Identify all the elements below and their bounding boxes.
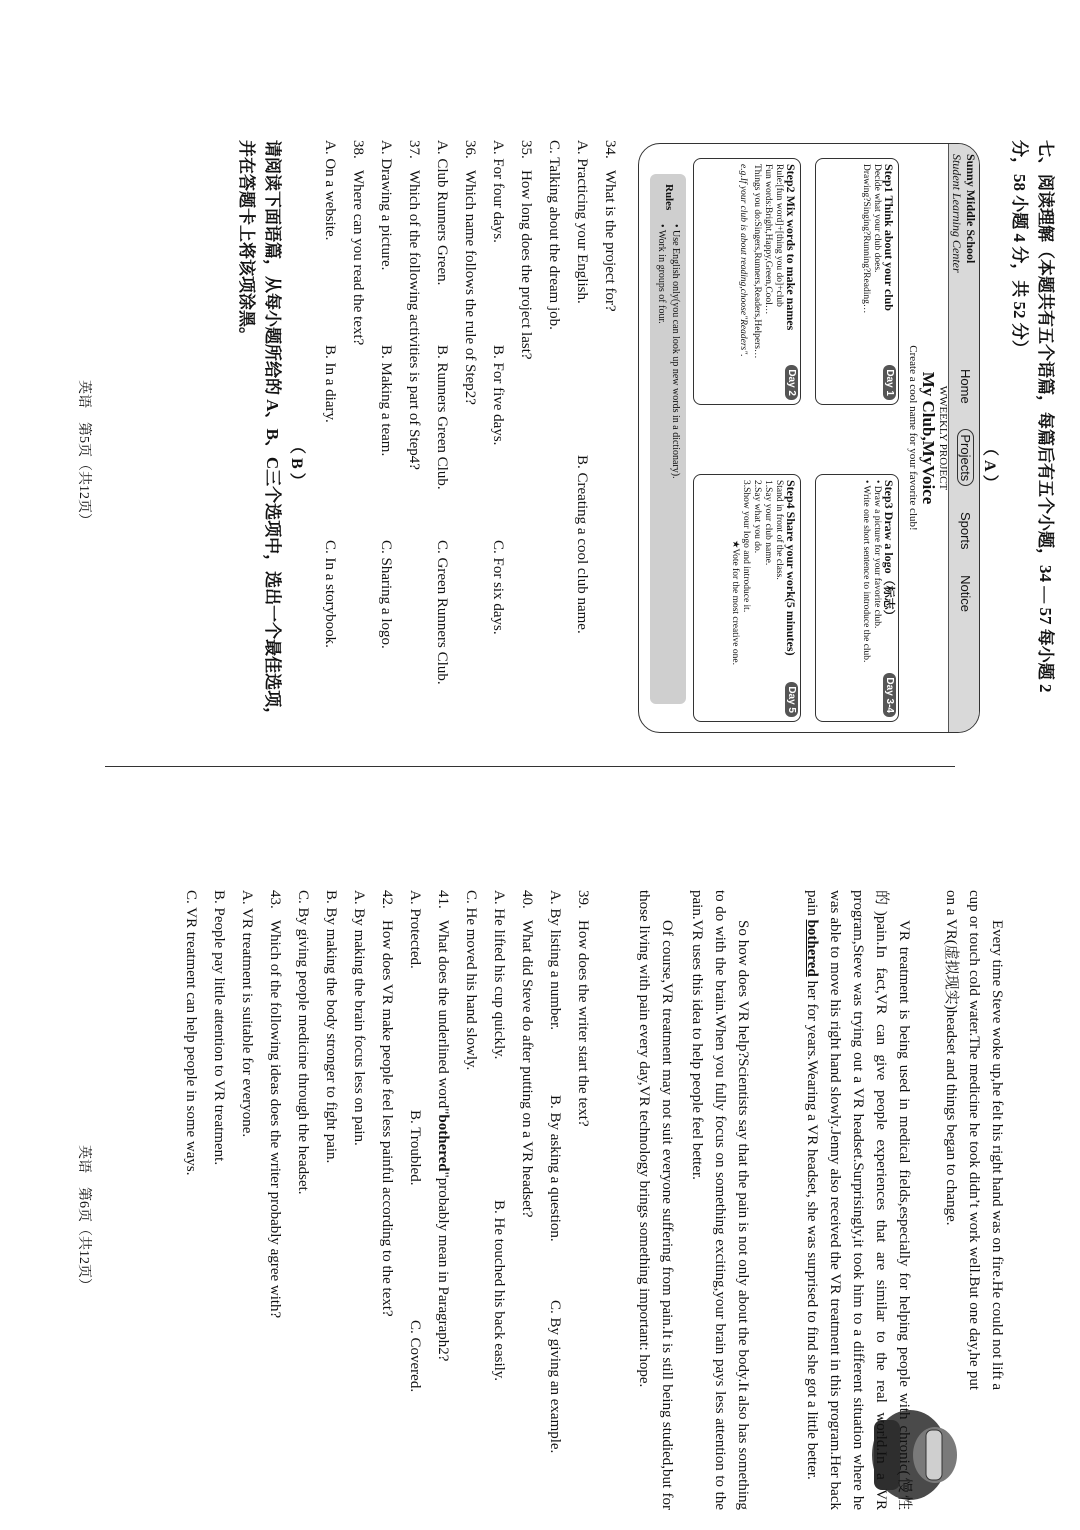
option[interactable]: A. VR treatment is suitable for everyone.	[239, 890, 255, 1138]
nav-home[interactable]: Home	[958, 369, 973, 404]
option[interactable]: A. Protected.	[407, 890, 423, 969]
step2-line: Rule:[fun word]+[thing you do]+club	[774, 164, 784, 307]
option[interactable]: B. In a diary.	[322, 345, 338, 423]
option[interactable]: A. Club Runners Green.	[434, 140, 450, 286]
rule-item: • Use English only(you can look up new words in a dictionary).	[670, 224, 681, 479]
step1-line: Drawing?Singing?Running?Reading…	[861, 164, 871, 314]
option[interactable]: C. By giving people medicine through the headset.	[295, 890, 311, 1195]
option[interactable]: B. Troubled.	[407, 1110, 423, 1186]
question: 34.What is the project for?	[602, 140, 618, 312]
question: 43.Which of the following ideas does the writer probably agree with?	[267, 890, 283, 1319]
page-6	[0, 765, 1080, 1530]
step1-card	[815, 158, 899, 405]
weekly-label: WWEEKLY PROJECT	[937, 385, 949, 491]
day-badge: Day 3-4	[883, 673, 896, 717]
option[interactable]: A. By listing a number.	[547, 890, 563, 1030]
part-b-label: （ B ）	[288, 438, 305, 489]
step3-card	[815, 474, 899, 722]
poster-title: My Club,MyVoice	[919, 371, 938, 505]
nav-sports[interactable]: Sports	[958, 511, 973, 550]
day-badge: Day 1	[883, 365, 896, 400]
question: 37.Which of the following activities is part of Step4?	[406, 140, 422, 470]
project-poster	[638, 143, 980, 733]
option[interactable]: C. Covered.	[407, 1320, 423, 1393]
step4-line: Stand in front of the class.	[774, 480, 784, 580]
option[interactable]: C. Talking about the dream job.	[546, 140, 562, 330]
question: 35.How long does the project last?	[518, 140, 534, 360]
step4-line: 1.Say your club name.	[763, 480, 773, 566]
nav-notice[interactable]: Notice	[958, 575, 973, 612]
step1-heading: Step1 Think about your club	[882, 164, 896, 311]
option[interactable]: A. He lifted his cup quickly.	[491, 890, 507, 1060]
passage-p3: So how does VR help?Scientists say that the pain is not only about the body.It also has something to do with the brain.When you fully focus on something exciting,your brain pays less attention to the pain.VR uses this idea to help people feel better.	[689, 890, 751, 1510]
option[interactable]: A. By making the brain focus less on pain.	[351, 890, 367, 1146]
step2-heading: Step2 Mix words to make names	[784, 164, 798, 331]
question: 40.What did Steve do after putting on a VR headset?	[519, 890, 535, 1218]
poster-nav	[958, 347, 973, 612]
option[interactable]: B. Making a team.	[378, 345, 394, 457]
step4-line: 3.Show your logo and introduce it.	[741, 480, 751, 613]
school-name: Sunny Middle School Student Learning Center	[950, 154, 978, 273]
poster-top-bar	[948, 144, 979, 732]
question: 38.Where can you read the text?	[350, 140, 366, 346]
day-badge: Day 2	[785, 365, 798, 400]
option[interactable]: C. Sharing a logo.	[378, 540, 394, 649]
option[interactable]: B. By making the body stronger to fight pain.	[323, 890, 339, 1164]
option[interactable]: A. Drawing a picture.	[378, 140, 394, 271]
step4-vote: ★Vote for the most creative one.	[730, 540, 740, 665]
step2-line: Things you do:Singers,Runners,Readers,Helpers…	[752, 164, 762, 359]
underlined-word: bothered	[804, 919, 820, 977]
question: 36.Which name follows the rule of Step2?	[462, 140, 478, 405]
option[interactable]: C. He moved his hand slowly.	[463, 890, 479, 1071]
option[interactable]: C. In a storybook.	[322, 540, 338, 648]
option[interactable]: A. For four days.	[490, 140, 506, 243]
step2-line: Fun words:Bright,Happy,Green,Cool…	[763, 164, 773, 315]
step4-card	[693, 474, 801, 722]
step4-heading: Step4 Share your work(5 minutes)	[784, 480, 798, 656]
option[interactable]: B. For five days.	[490, 345, 506, 446]
page-footer: 英语 第5页（共12页）	[76, 380, 91, 527]
step3-heading: Step3 Draw a logo（标志）	[882, 480, 896, 622]
passage-p4: Of course,VR treatment may not suit everyone suffering from pain.It is still being studied,but for those living with pain every day,VR technology brings something important: hope.	[636, 890, 675, 1510]
step3-line: • Draw a picture for your favorite club.	[872, 480, 882, 629]
rules-box	[650, 174, 686, 704]
instruction-b: 请阅读下面语篇，从每小题所给的 A、B、C三个选项中，选出一个最佳选项，并在答题卡上将该项涂黑。	[237, 140, 282, 725]
passage-p1: Every time Steve woke up,he felt his right hand was on fire.He could not lift a cup or touch cold water.The medicine he took didn’t work well.But one day,he put on a VR(虚拟现实)headset and things began to change.	[943, 890, 1005, 1390]
question: 42.How does VR make people feel less painful according to the text?	[379, 890, 395, 1317]
step2-example: e.g.If your club is about reading,choose"Readers".	[738, 164, 748, 357]
option[interactable]: C. VR treatment can help people in some ways.	[183, 890, 199, 1176]
option[interactable]: C. By giving an example.	[547, 1300, 563, 1454]
page-footer: 英语 第6页（共12页）	[76, 1145, 91, 1292]
day-badge: Day 5	[785, 682, 798, 717]
option[interactable]: A. On a website.	[322, 140, 338, 241]
step4-line: 2.Say what you do.	[752, 480, 762, 554]
option[interactable]: A. Practicing your English.	[574, 140, 590, 304]
option[interactable]: B. People pay little attention to VR treatment.	[211, 890, 227, 1166]
option[interactable]: B. He touched his back easily.	[491, 1200, 507, 1382]
section-title: 七、阅读理解（本题共有五个语篇，每篇后有五个小题，34 — 57 每小题 2 分，58 小题 4 分，共 52 分）	[1010, 140, 1055, 693]
passage-p2: VR treatment is being used in medical fields,especially for helping people with chronic(慢性的)pain.In fact,VR can give people experiences that are similar to the real world.In a VR program,Steve was trying out a VR headset.Surprisingly,it took him to a different situation where he was able to move his right hand slowly.Jenny also received the VR treatment in this program.Her back pain bothered her for years.Wearing a VR headset, she was surprised to find she got a little better.	[804, 890, 912, 1510]
option[interactable]: B. Creating a cool club name.	[574, 455, 590, 634]
step1-line: Decide what your club does.	[872, 164, 882, 273]
step2-card	[693, 158, 801, 405]
option[interactable]: B. By asking a question.	[547, 1095, 563, 1242]
poster-subtitle: Create a cool name for your favorite club!	[907, 345, 919, 531]
underlined-word: bothered	[435, 1114, 451, 1172]
nav-projects[interactable]: Projects	[957, 429, 974, 486]
option[interactable]: B. Runners Green Club.	[434, 345, 450, 490]
step3-line: • Write one short sentence to introduce the club.	[861, 480, 871, 663]
rule-item: • Work in groups of four.	[656, 224, 667, 324]
option[interactable]: C. Green Runners Club.	[434, 540, 450, 685]
question: 41.What does the underlined word"bothered"probably mean in Paragraph2?	[435, 890, 451, 1362]
part-a-label: （ A ）	[981, 440, 998, 491]
option[interactable]: C. For six days.	[490, 540, 506, 635]
rules-label: Rules	[663, 184, 675, 211]
question: 39.How does the writer start the text?	[575, 890, 591, 1127]
